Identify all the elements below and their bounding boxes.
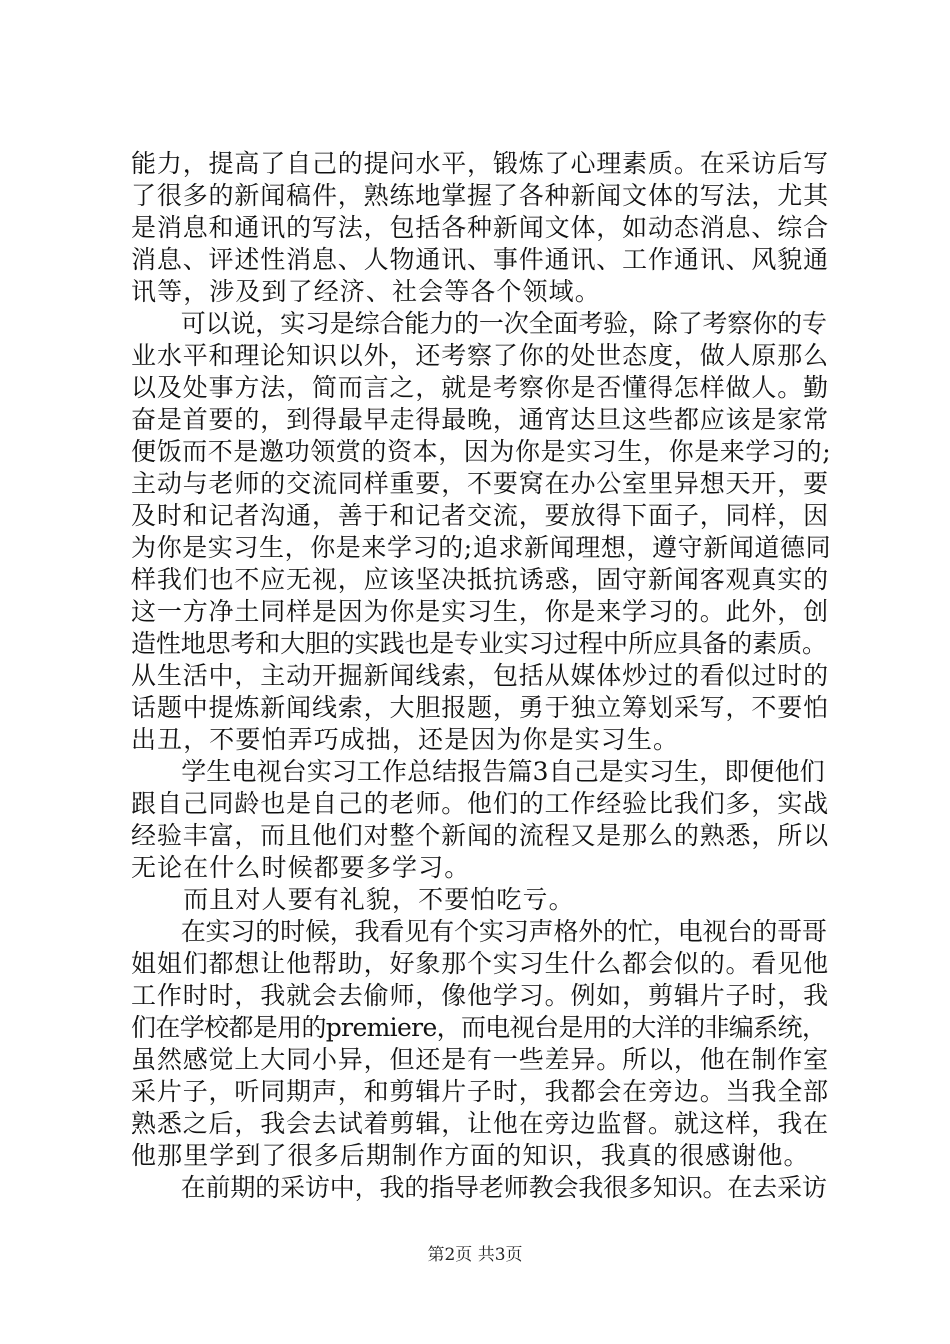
text-line: 能力，提高了自己的提问水平，锻炼了心理素质。在采访后写 xyxy=(131,149,829,178)
text-line: 在实习的时候，我看见有个实习声格外的忙，电视台的哥哥 xyxy=(131,917,827,946)
page-number-footer: 第2页 共3页 xyxy=(427,1245,523,1265)
text-line: 而且对人要有礼貌，不要怕吃亏。 xyxy=(131,885,575,914)
text-line: 样我们也不应无视，应该坚决抵抗诱惑，固守新闻客观真实的 xyxy=(131,565,829,594)
text-line: 这一方净土同样是因为你是实习生，你是来学习的。此外，创 xyxy=(131,597,829,626)
text-line: 采片子，听同期声，和剪辑片子时，我都会在旁边。当我全部 xyxy=(131,1077,829,1106)
text-line: 姐姐们都想让他帮助，好象那个实习生什么都会似的。看见他 xyxy=(131,949,829,978)
text-line: 了很多的新闻稿件，熟练地掌握了各种新闻文体的写法，尤其 xyxy=(131,181,829,210)
text-line: 学生电视台实习工作总结报告篇3自己是实习生，即便他们 xyxy=(131,757,825,786)
text-line: 主动与老师的交流同样重要，不要窝在办公室里异想天开，要 xyxy=(131,469,829,498)
text-line: 虽然感觉上大同小异，但还是有一些差异。所以，他在制作室 xyxy=(131,1045,829,1074)
text-line: 为你是实习生，你是来学习的;追求新闻理想，遵守新闻道德同 xyxy=(131,533,832,562)
text-line: 便饭而不是邀功领赏的资本，因为你是实习生，你是来学习的; xyxy=(131,437,832,466)
text-line: 是消息和通讯的写法，包括各种新闻文体，如动态消息、综合 xyxy=(131,213,829,242)
text-line: 经验丰富，而且他们对整个新闻的流程又是那么的熟悉，所以 xyxy=(131,821,829,850)
text-line: 出丑，不要怕弄巧成拙，还是因为你是实习生。 xyxy=(131,725,680,754)
text-line: 消息、评述性消息、人物通讯、事件通讯、工作通讯、风貌通 xyxy=(131,245,829,274)
text-line: 无论在什么时候都要多学习。 xyxy=(131,853,471,882)
text-line: 可以说，实习是综合能力的一次全面考验，除了考察你的专 xyxy=(131,309,827,338)
text-line: 奋是首要的，到得最早走得最晚，通宵达旦这些都应该是家常 xyxy=(131,405,829,434)
text-line: 跟自己同龄也是自己的老师。他们的工作经验比我们多，实战 xyxy=(131,789,829,818)
text-line: 工作时时，我就会去偷师，像他学习。例如，剪辑片子时，我 xyxy=(131,981,829,1010)
text-line: 从生活中，主动开掘新闻线索，包括从媒体炒过的看似过时的 xyxy=(131,661,829,690)
text-line: 在前期的采访中，我的指导老师教会我很多知识。在去采访 xyxy=(131,1173,827,1202)
body-text xyxy=(131,148,831,1204)
text-line: 及时和记者沟通，善于和记者交流，要放得下面子，同样，因 xyxy=(131,501,829,530)
text-line: 讯等，涉及到了经济、社会等各个领域。 xyxy=(131,277,601,306)
text-line: 熟悉之后，我会去试着剪辑，让他在旁边监督。就这样，我在 xyxy=(131,1109,829,1138)
text-line: 们在学校都是用的premiere，而电视台是用的大洋的非编系统， xyxy=(131,1013,827,1042)
text-line: 话题中提炼新闻线索，大胆报题，勇于独立筹划采写，不要怕 xyxy=(131,693,829,722)
text-line: 他那里学到了很多后期制作方面的知识，我真的很感谢他。 xyxy=(131,1141,810,1170)
text-line: 造性地思考和大胆的实践也是专业实习过程中所应具备的素质。 xyxy=(131,629,827,658)
text-line: 业水平和理论知识以外，还考察了你的处世态度，做人原那么 xyxy=(131,341,829,370)
text-line: 以及处事方法，简而言之，就是考察你是否懂得怎样做人。勤 xyxy=(131,373,829,402)
